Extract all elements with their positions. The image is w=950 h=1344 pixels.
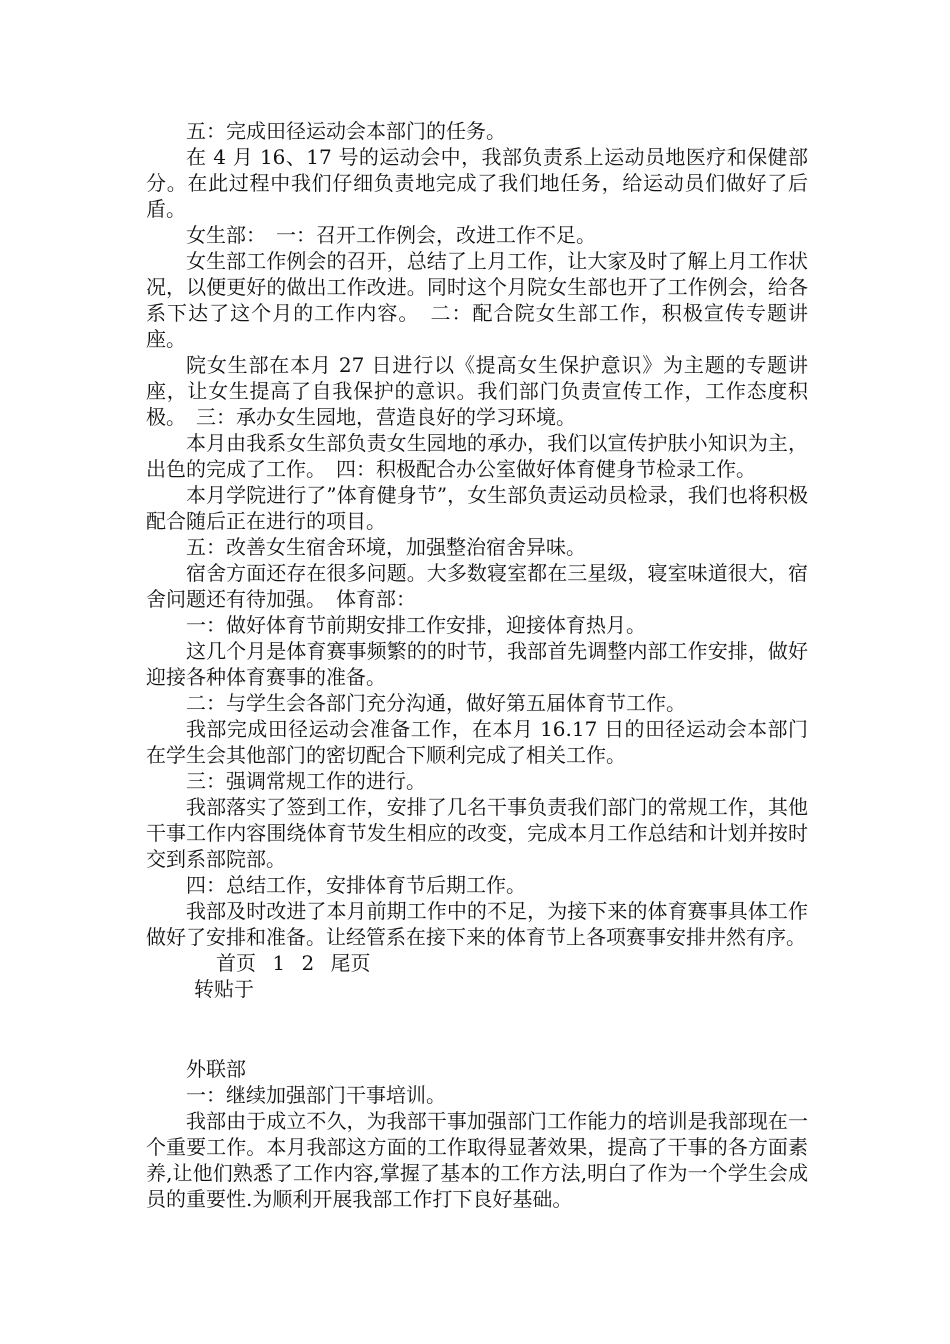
document-body xyxy=(146,118,808,1212)
paragraph-6: 本月由我系女生部负责女生园地的承办，我们以宣传护肤小知识为主，出色的完成了工作。 四：积极配合办公室做好体育健身节检录工作。 xyxy=(146,431,808,481)
paragraph-14: 三：强调常规工作的进行。 xyxy=(186,769,426,793)
paragraph-15: 我部落实了签到工作，安排了几名干事负责我们部门的常规工作，其他干事工作内容围绕体育节发生相应的改变，完成本月工作总结和计划并按时交到系部院部。 xyxy=(146,795,808,871)
pager-page-1[interactable]: 1 xyxy=(272,951,286,975)
section-item-1: 一：继续加强部门干事培训。 xyxy=(186,1083,446,1107)
paragraph-7: 本月学院进行了”体育健身节”，女生部负责运动员检录，我们也将积极配合随后正在进行的项目。 xyxy=(146,483,808,533)
paragraph-1: 五：完成田径运动会本部门的任务。 xyxy=(186,119,506,143)
paragraph-16: 四：总结工作，安排体育节后期工作。 xyxy=(186,873,526,897)
paragraph-3: 女生部： 一：召开工作例会，改进工作不足。 xyxy=(186,223,596,247)
reprint-label: 转贴于 xyxy=(194,977,254,1001)
paragraph-10: 一：做好体育节前期安排工作安排，迎接体育热月。 xyxy=(186,613,646,637)
paragraph-8: 五：改善女生宿舍环境，加强整治宿舍异味。 xyxy=(186,535,586,559)
paragraph-4: 女生部工作例会的召开，总结了上月工作，让大家及时了解上月工作状况，以便更好的做出工作改进。同时这个月院女生部也开了工作例会，给各系下达了这个月的工作内容。 二：配合院女生部工作，积极宣传专题讲座。 xyxy=(146,249,808,351)
paragraph-2: 在 4 月 16、17 号的运动会中，我部负责系上运动员地医疗和保健部分。在此过程中我们仔细负责地完成了我们地任务，给运动员们做好了后盾。 xyxy=(146,145,808,221)
paragraph-9: 宿舍方面还存在很多问题。大多数寝室都在三星级，寝室味道很大，宿舍问题还有待加强。 体育部： xyxy=(146,561,808,611)
paragraph-13: 我部完成田径运动会准备工作，在本月 16.17 日的田径运动会本部门在学生会其他部门的密切配合下顺利完成了相关工作。 xyxy=(146,717,808,767)
section-heading: 外联部 xyxy=(186,1057,246,1081)
paragraph-17: 我部及时改进了本月前期工作中的不足，为接下来的体育赛事具体工作做好了安排和准备。让经管系在接下来的体育节上各项赛事安排井然有序。 xyxy=(146,899,808,949)
section-body: 我部由于成立不久，为我部干事加强部门工作能力的培训是我部现在一个重要工作。本月我部这方面的工作取得显著效果，提高了干事的各方面素养,让他们熟悉了工作内容,掌握了基本的工作方法,明白了作为一个学生会成员的重要性.为顺利开展我部工作打下良好基础。 xyxy=(146,1109,808,1211)
spacer xyxy=(146,1002,808,1056)
pagination xyxy=(146,950,808,976)
pager-page-2[interactable]: 2 xyxy=(301,951,315,975)
paragraph-11: 这几个月是体育赛事频繁的的时节，我部首先调整内部工作安排，做好迎接各种体育赛事的准备。 xyxy=(146,639,808,689)
paragraph-5: 院女生部在本月 27 日进行以《提高女生保护意识》为主题的专题讲座，让女生提高了自我保护的意识。我们部门负责宣传工作，工作态度积极。 三：承办女生园地，营造良好的学习环境。 xyxy=(146,353,808,429)
paragraph-12: 二：与学生会各部门充分沟通，做好第五届体育节工作。 xyxy=(186,691,686,715)
pager-first-link[interactable]: 首页 xyxy=(216,951,256,975)
pager-last-link[interactable]: 尾页 xyxy=(330,951,371,975)
